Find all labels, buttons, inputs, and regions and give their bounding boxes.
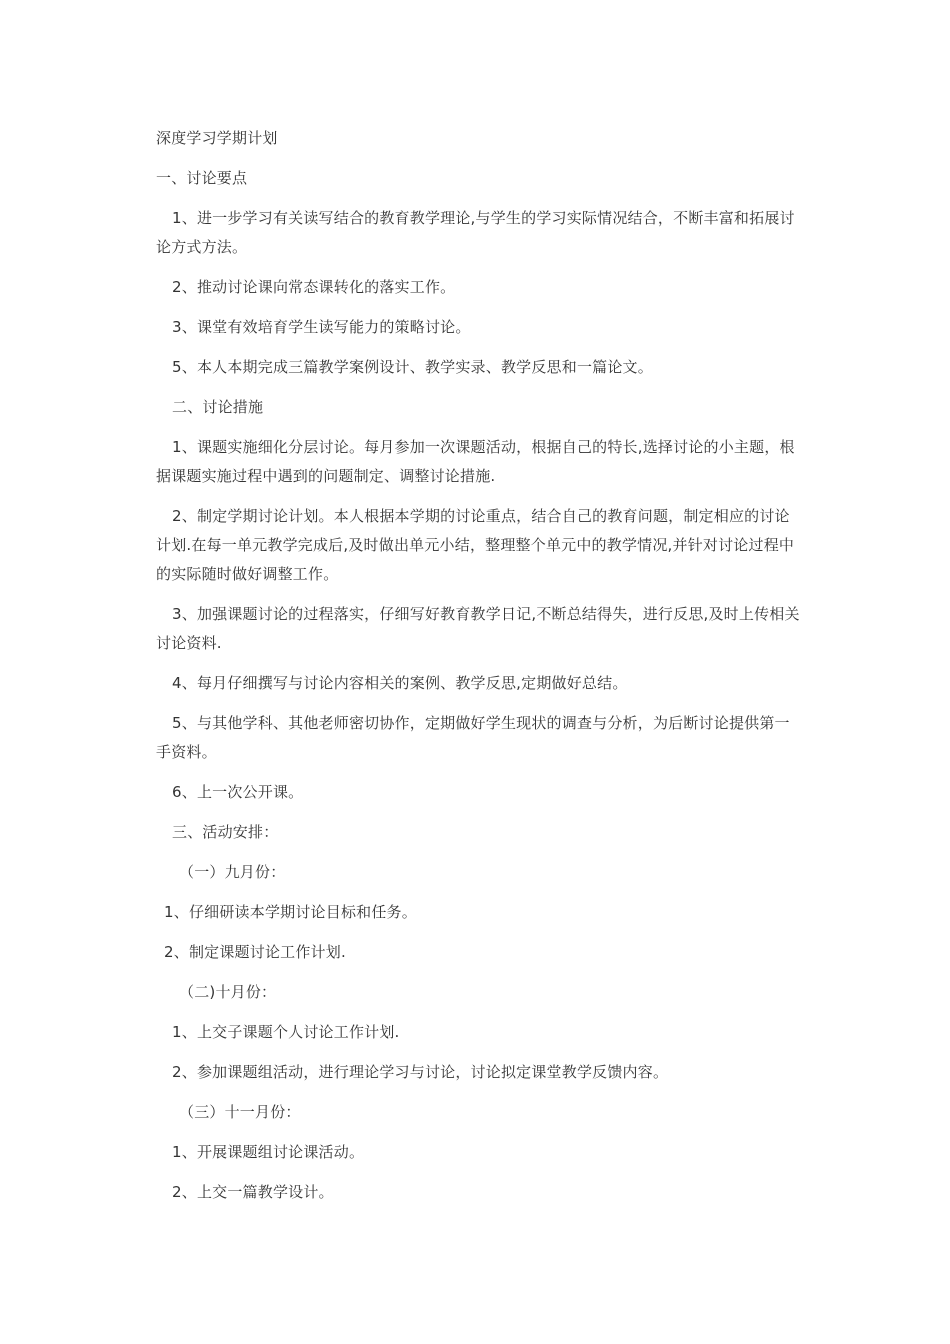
- paragraph: 1、课题实施细化分层讨论。每月参加一次课题活动，根据自己的特长,选择讨论的小主题，根据课题实施过程中遇到的问题制定、调整讨论措施.: [156, 438, 795, 485]
- month-heading-october: （二)十月份：: [179, 983, 277, 1001]
- paragraph: 3、课堂有效培育学生读写能力的策略讨论。: [172, 318, 471, 336]
- paragraph: 4、每月仔细撰写与讨论内容相关的案例、教学反思,定期做好总结。: [172, 674, 628, 692]
- section-heading-activity-schedule: 三、活动安排：: [172, 823, 279, 841]
- document-body: [156, 124, 801, 1218]
- paragraph: 1、进一步学习有关读写结合的教育教学理论,与学生的学习实际情况结合，不断丰富和拓展讨论方式方法。: [156, 209, 795, 256]
- document-title: 深度学习学期计划: [156, 129, 278, 147]
- list-item: 1、开展课题组讨论课活动。: [172, 1143, 365, 1161]
- paragraph: 5、本人本期完成三篇教学案例设计、教学实录、教学反思和一篇论文。: [172, 358, 653, 376]
- section-heading-discussion-points: 一、讨论要点: [156, 169, 248, 187]
- paragraph: 5、与其他学科、其他老师密切协作，定期做好学生现状的调查与分析，为后断讨论提供第一手资料。: [156, 714, 790, 761]
- list-item: 1、仔细研读本学期讨论目标和任务。: [164, 903, 417, 921]
- list-item: 2、上交一篇教学设计。: [172, 1183, 334, 1201]
- section-heading-discussion-measures: 二、讨论措施: [172, 398, 264, 416]
- paragraph: 2、制定学期讨论计划。本人根据本学期的讨论重点，结合自己的教育问题，制定相应的讨论计划.在每一单元教学完成后,及时做出单元小结，整理整个单元中的教学情况,并针对讨论过程中的实际随时做好调整工作。: [156, 507, 795, 583]
- month-heading-november: （三）十一月份：: [179, 1103, 301, 1121]
- list-item: 2、制定课题讨论工作计划.: [164, 943, 346, 961]
- month-heading-september: （一）九月份：: [179, 863, 286, 881]
- paragraph: 2、推动讨论课向常态课转化的落实工作。: [172, 278, 456, 296]
- paragraph: 3、加强课题讨论的过程落实，仔细写好教育教学日记,不断总结得失，进行反思,及时上传相关讨论资料.: [156, 605, 800, 652]
- list-item: 1、上交子课题个人讨论工作计划.: [172, 1023, 400, 1041]
- paragraph: 6、上一次公开课。: [172, 783, 304, 801]
- list-item: 2、参加课题组活动，进行理论学习与讨论，讨论拟定课堂教学反馈内容。: [172, 1063, 669, 1081]
